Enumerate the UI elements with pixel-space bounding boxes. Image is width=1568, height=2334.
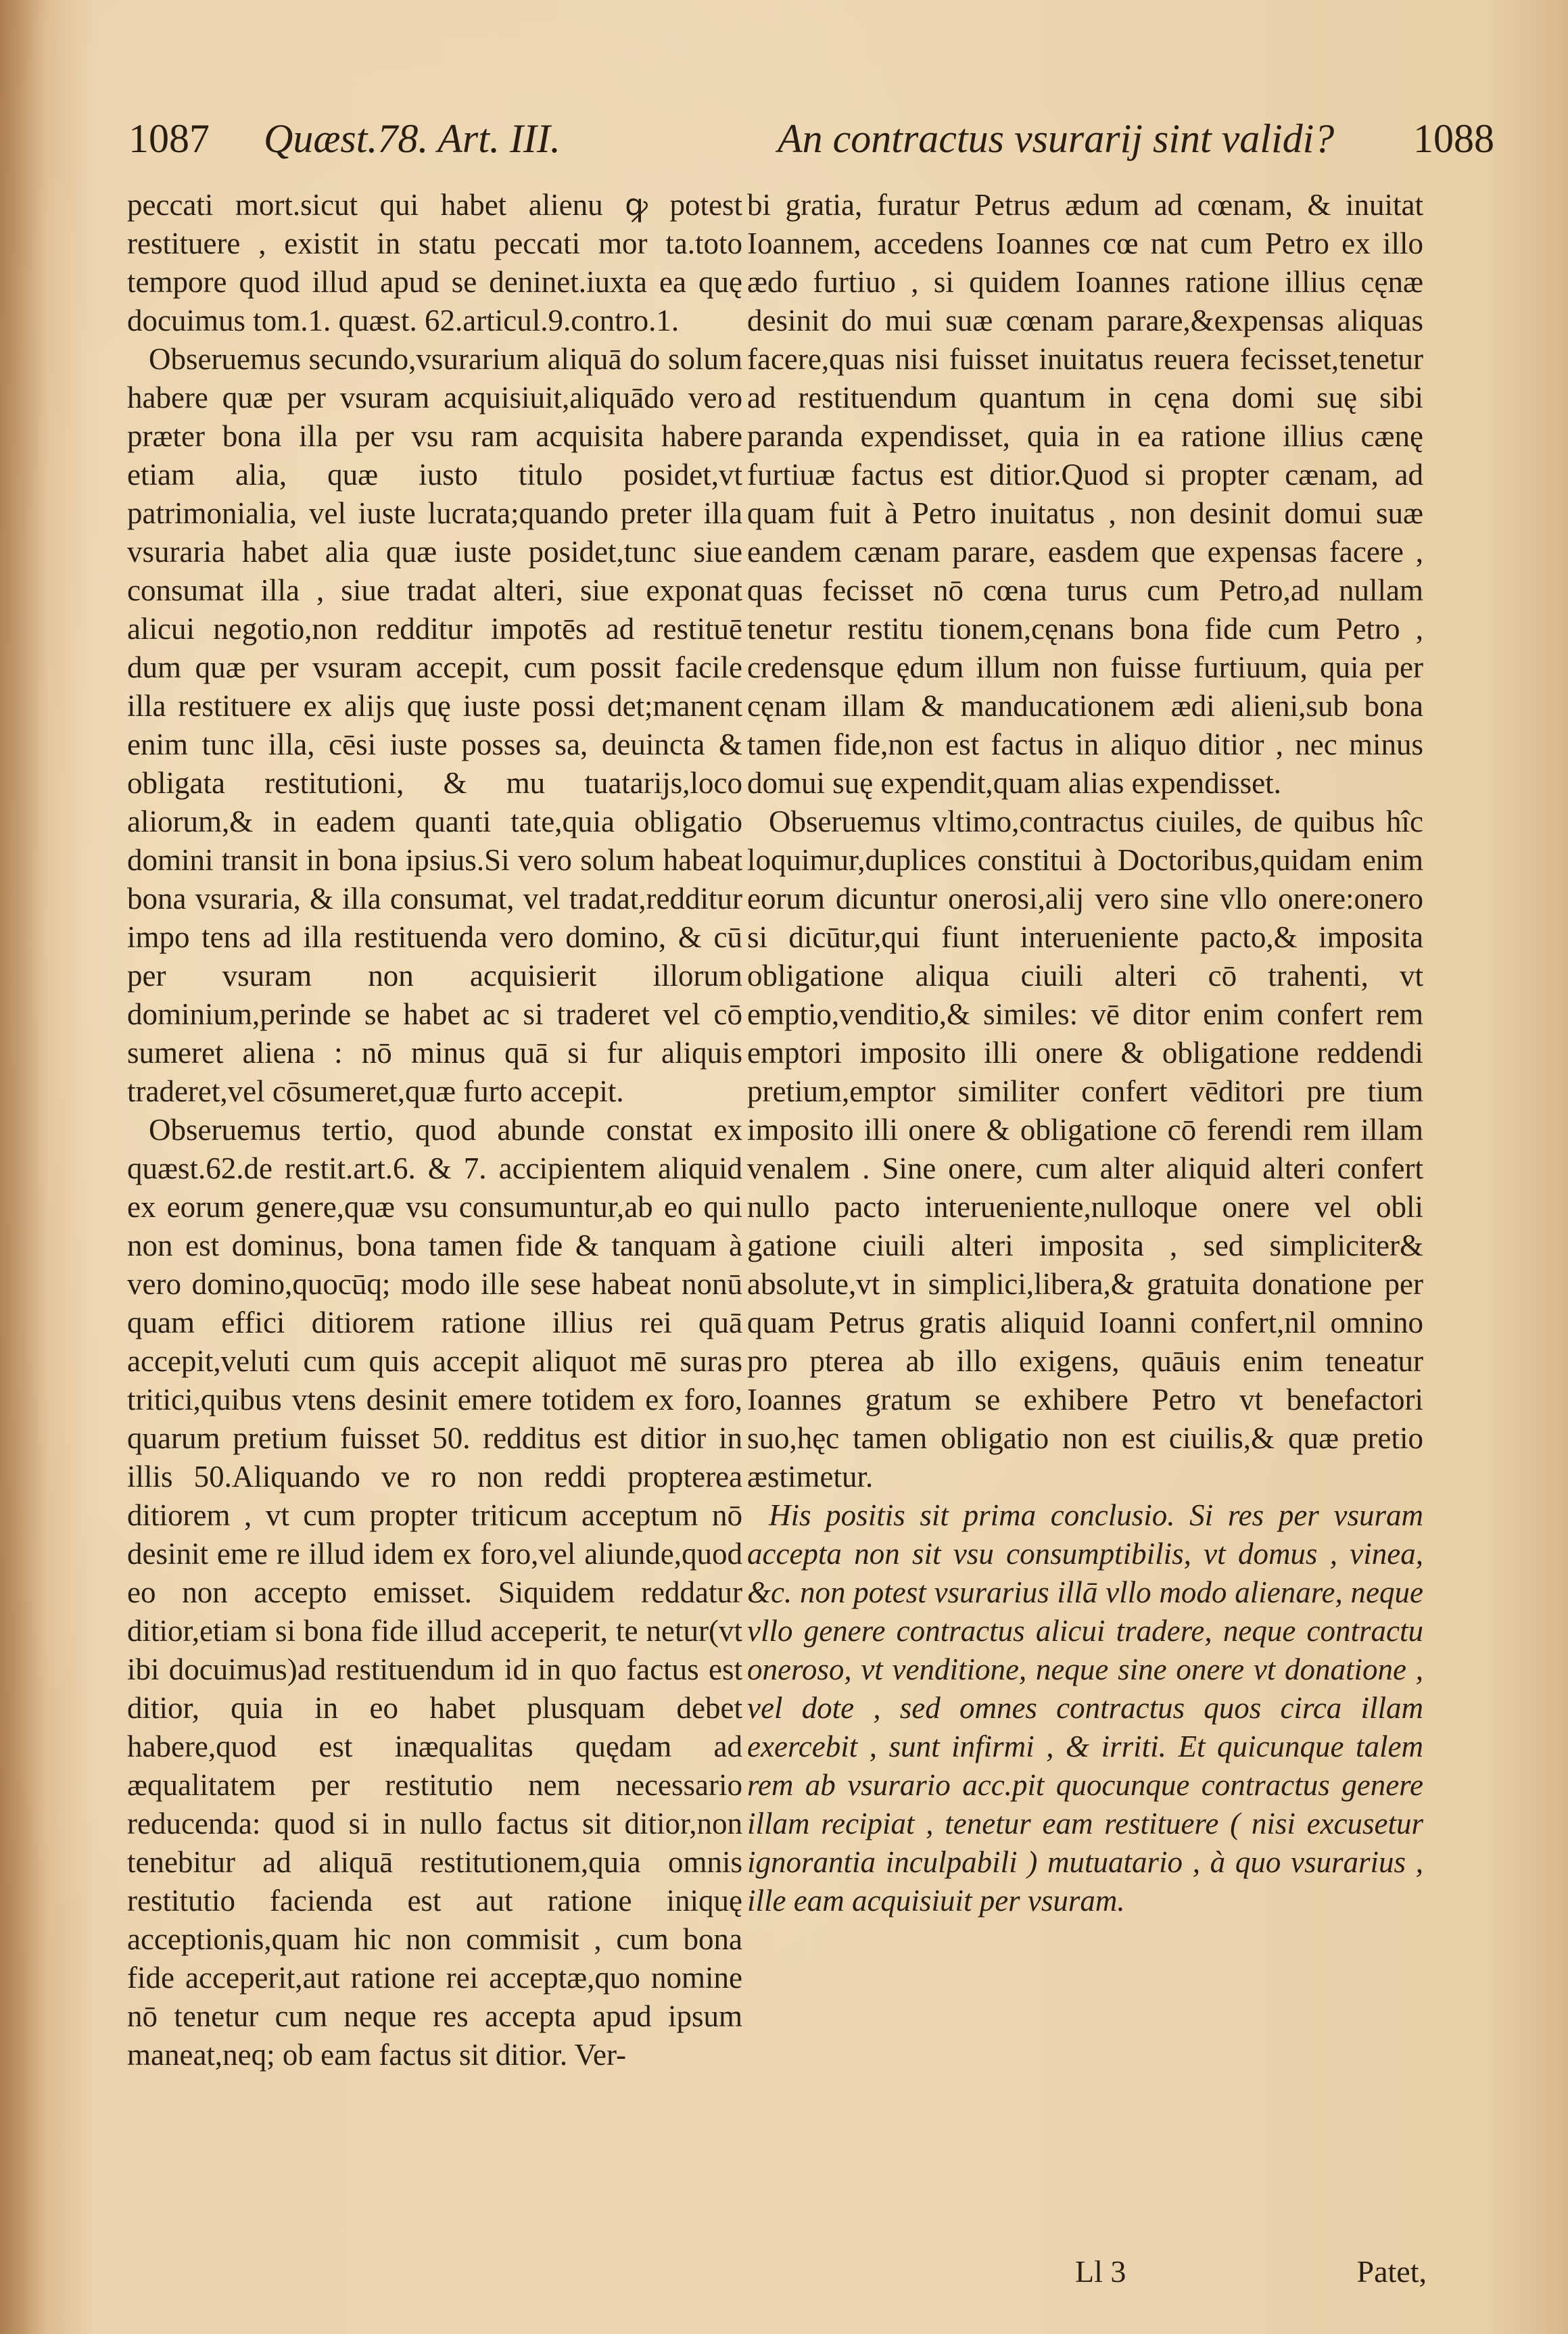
- paragraph: Obseruemus vltimo,contractus ciuiles, de quibus hîc loquimur,duplices constitui à Doctoribus,quidam enim eorum dicuntur onerosi,alij vero sine vllo onere:onero si dicūtur,qui fiunt interueniente pacto,& imposita obligatione aliqua ciuili alteri cō trahenti, vt emptio,venditio,& similes: vē ditor enim confert rem emptori imposito illi onere & obligatione reddendi pretium,emptor similiter confert vēditori pre tium imposito illi onere & obligatione cō ferendi rem illam venalem . Sine onere, cum alter aliquid alteri confert nullo pacto interueniente,nulloque onere vel obli gatione ciuili alteri imposita , sed simpliciter& absolute,vt in simplici,libera,& gratuita donatione per quam Petrus gratis aliquid Ioanni confert,nil omnino pro pterea ab illo exigens, quāuis enim teneatur Ioannes gratum se exhibere Petro vt benefactori suo,hęc tamen obligatio non est ciuilis,& quæ pretio æstimetur.: [747, 805, 1423, 1494]
- paragraph: Obseruemus tertio, quod abunde constat ex quæst.62.de restit.art.6. & 7. accipientem aliquid ex eorum genere,quæ vsu consumuntur,ab eo qui non est dominus, bona tamen fide & tanquam à vero domino,quocūq; modo ille sese habeat nonū quam effici ditiorem ratione illius rei quā accepit,veluti cum quis accepit aliquot mē suras tritici,quibus vtens desinit emere totidem ex foro, quarum pretium fuisset 50. redditus est ditior in illis 50.Aliquando ve ro non reddi propterea ditiorem , vt cum propter triticum acceptum nō desinit eme re illud idem ex foro,vel aliunde,quod eo non accepto emisset. Siquidem reddatur ditior,etiam si bona fide illud acceperit, te netur(vt ibi docuimus)ad restituendum id in quo factus est ditior, quia in eo habet plusquam debet habere,quod est inæqualitas quędam ad æqualitatem per restitutio nem necessario reducenda: quod si in nullo factus sit ditior,non tenebitur ad aliquā restitutionem,quia omnis restitutio facienda est aut ratione iniquę acceptionis,quam hic non commisit , cum bona fide acceperit,aut ratione rei acceptæ,quo nomine nō tenetur cum neque res accepta apud ipsum maneat,neq; ob eam factus sit ditior. Ver-: [127, 1113, 742, 2072]
- page-footer: [1075, 2252, 1427, 2292]
- paragraph: peccati mort.sicut qui habet alienu ꝙ potest restituere , existit in statu peccati mor ta.toto tempore quod illud apud se deninet.iuxta ea quę docuimus tom.1. quæst. 62.articul.9.contro.1.: [127, 188, 742, 337]
- page-number-left: 1087: [128, 116, 210, 161]
- running-header: [128, 108, 1494, 169]
- page-number-right: 1088: [1413, 116, 1494, 161]
- page-gutter-shadow: [0, 0, 47, 2334]
- paragraph: bi gratia, furatur Petrus ædum ad cœnam, & inuitat Ioannem, accedens Ioannes cœ nat cum Petro ex illo ædo furtiuo , si quidem Ioannes ratione illius cęnæ desinit do mui suæ cœnam parare,&expensas aliquas facere,quas nisi fuisset inuitatus reuera fecisset,tenetur ad restituendum quantum in cęna domi suę sibi paranda expendisset, quia in ea ratione illius cænę furtiuæ factus est ditior.Quod si propter cænam, ad quam fuit à Petro inuitatus , non desinit domui suæ eandem cænam parare, easdem que expensas facere , quas fecisset nō cœna turus cum Petro,ad nullam tenetur restitu tionem,cęnans bona fide cum Petro , credensque ędum illum non fuisse furtiuum, quia per cęnam illam & manducationem ædi alieni,sub bona tamen fide,non est factus in aliquo ditior , nec minus domui suę expendit,quam alias expendisset.: [747, 188, 1423, 800]
- running-head-left: Quæst.78. Art. III.: [264, 116, 561, 161]
- conclusion-paragraph: His positis sit prima conclusio. Si res per vsuram accepta non sit vsu consumptibilis, vt domus , vinea, &c. non potest vsurarius illā vllo modo alienare, neque vllo genere contractus alicui tradere, neque contractu oneroso, vt venditione, neque sine onere vt donatione , vel dote , sed omnes contractus quos circa illam exercebit , sunt infirmi , & irriti. Et quicunque talem rem ab vsurario acc.pit quocunque contractus genere illam recipiat , tenetur eam restituere ( nisi excusetur ignorantia inculpabili ) mutuatario , à quo vsurarius , ille eam acquisiuit per vsuram.: [747, 1498, 1423, 1918]
- signature-mark: Ll 3: [1075, 2254, 1126, 2289]
- running-head-right: An contractus vsurarij sint validi?: [778, 116, 1335, 161]
- catchword: Patet,: [1356, 2254, 1427, 2289]
- paragraph: Obseruemus secundo,vsurarium aliquā do solum habere quæ per vsuram acquisiuit,aliquādo vero præter bona illa per vsu ram acquisita habere etiam alia, quæ iusto titulo posidet,vt patrimonialia, vel iuste lucrata;quando preter illa vsuraria habet alia quæ iuste posidet,tunc siue consumat illa , siue tradat alteri, siue exponat alicui negotio,non redditur impotēs ad restituē dum quæ per vsuram accepit, cum possit facile illa restituere ex alijs quę iuste possi det;manent enim tunc illa, cēsi iuste posses sa, deuincta & obligata restitutioni, & mu tuatarijs,loco aliorum,& in eadem quanti tate,quia obligatio domini transit in bona ipsius.Si vero solum habeat bona vsuraria, & illa consumat, vel tradat,redditur impo tens ad illa restituenda vero domino, & cū per vsuram non acquisierit illorum dominium,perinde se habet ac si traderet vel cō sumeret aliena : nō minus quā si fur aliquis traderet,vel cōsumeret,quæ furto accepit.: [127, 342, 742, 1108]
- right-text-column: [747, 186, 1423, 1920]
- left-text-column: [127, 186, 742, 2074]
